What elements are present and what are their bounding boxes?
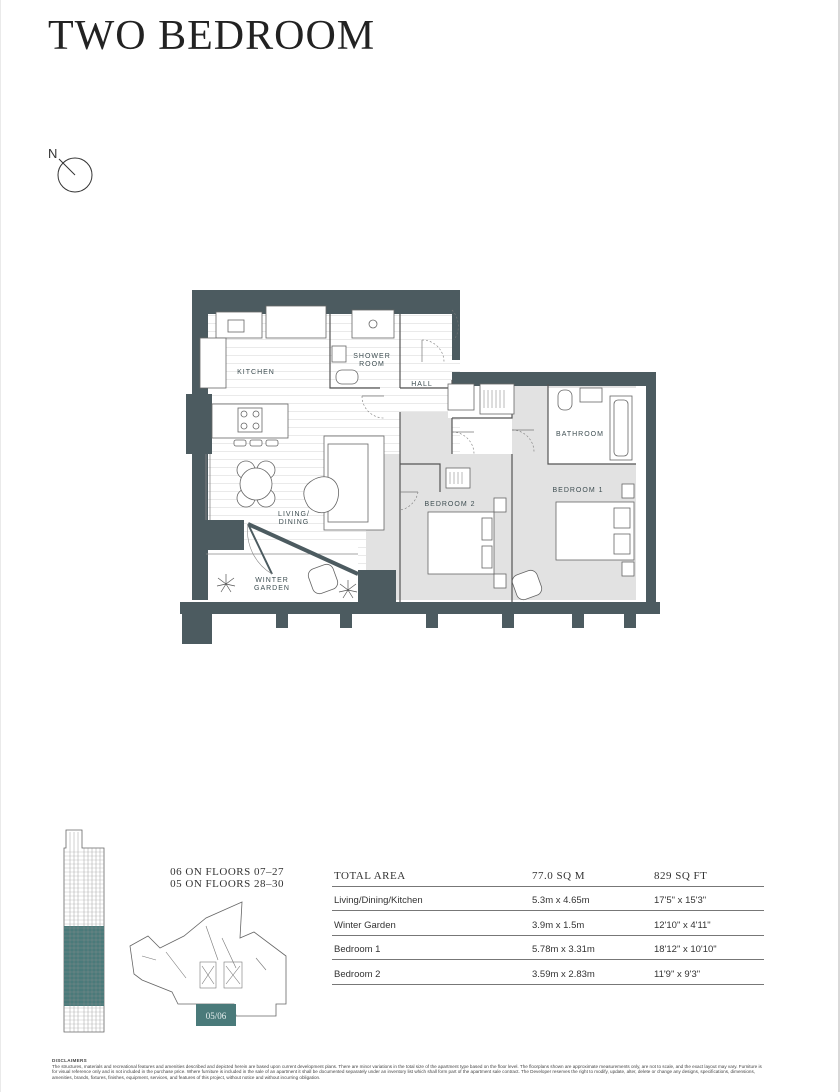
label-hall: HALL xyxy=(411,381,433,388)
label-kitchen: KITCHEN xyxy=(237,369,275,376)
room-name: Bedroom 1 xyxy=(334,944,381,955)
wall-north-hall xyxy=(452,290,460,360)
wall-south xyxy=(180,602,660,614)
room-name: Winter Garden xyxy=(334,919,396,931)
floor-info xyxy=(134,866,284,890)
kitchen-tall-units xyxy=(266,306,326,338)
shower-wc xyxy=(336,370,358,384)
mullion-6 xyxy=(624,614,636,628)
disclaimer-heading: DISCLAIMERS xyxy=(52,1058,87,1063)
table-row xyxy=(332,887,764,912)
label-winter-2: GARDEN xyxy=(254,585,290,592)
wall-west-column xyxy=(186,394,212,454)
bathroom-wc xyxy=(558,390,572,410)
unit-label: 05/06 xyxy=(205,1011,227,1021)
table-row xyxy=(332,911,764,936)
area-table xyxy=(332,862,764,985)
north-compass xyxy=(48,148,98,194)
room-imperial: 12'10" x 4'11" xyxy=(654,919,711,931)
table-header-row xyxy=(332,862,764,887)
compass-north-label: N xyxy=(48,146,58,161)
hall-cupboard xyxy=(448,384,474,410)
label-bathroom: BATHROOM xyxy=(556,431,604,438)
total-area-label: TOTAL AREA xyxy=(334,869,406,882)
page-title: TWO BEDROOM xyxy=(48,13,376,59)
key-plan xyxy=(126,898,292,1028)
room-metric: 3.59m x 2.83m xyxy=(532,968,595,980)
disclaimer xyxy=(52,1058,768,1080)
floors-line-1: 06 ON FLOORS 07–27 xyxy=(170,866,284,878)
label-living-2: DINING xyxy=(278,519,310,526)
label-bedroom1: BEDROOM 1 xyxy=(552,487,604,494)
label-living-1: LIVING/ xyxy=(278,511,310,518)
total-area-imperial: 829 SQ FT xyxy=(654,869,708,882)
room-metric: 3.9m x 1.5m xyxy=(532,919,585,931)
room-imperial: 11'9" x 9'3" xyxy=(654,968,701,980)
room-metric: 5.78m x 3.31m xyxy=(532,944,595,955)
dining-set xyxy=(237,461,275,507)
wall-southwest-column xyxy=(182,604,212,644)
label-bedroom2: BEDROOM 2 xyxy=(424,501,476,508)
wall-core-column xyxy=(358,570,396,610)
mullion-4 xyxy=(502,614,514,628)
label-winter-1: WINTER xyxy=(255,577,289,584)
mullion-5 xyxy=(572,614,584,628)
room-imperial: 17'5" x 15'3" xyxy=(654,895,707,906)
wardrobe-hall xyxy=(480,384,514,414)
mullion-3 xyxy=(426,614,438,628)
kitchen-fridge xyxy=(200,338,226,388)
room-metric: 5.3m x 4.65m xyxy=(532,895,590,906)
wall-east xyxy=(646,372,656,614)
page-edge-left xyxy=(0,0,1,1092)
kitchen-sink xyxy=(228,320,244,332)
table-row xyxy=(332,960,764,985)
table-row xyxy=(332,936,764,961)
label-shower-room-1: SHOWER xyxy=(353,353,391,360)
bathroom-basin xyxy=(580,388,602,402)
shower-basin xyxy=(332,346,346,362)
mullion-2 xyxy=(340,614,352,628)
floor-plan xyxy=(176,284,666,654)
total-area-metric: 77.0 SQ M xyxy=(532,869,586,882)
label-shower-room-2: ROOM xyxy=(359,361,385,368)
wall-winter-pier xyxy=(208,520,244,550)
tower-elevation xyxy=(52,826,122,1036)
floors-line-2: 05 ON FLOORS 28–30 xyxy=(170,878,284,890)
mullion-1 xyxy=(276,614,288,628)
room-name: Bedroom 2 xyxy=(334,968,381,980)
room-imperial: 18'12" x 10'10" xyxy=(654,944,717,955)
room-name: Living/Dining/Kitchen xyxy=(334,895,423,906)
disclaimer-text: The structures, materials and recreational features and amenities described and depicted herein are based upon current development plans. There are minor variations in the total size of the apartment type based on the floor level. The floorplans shown are approximate measurements only, are not to scale, and the exact layout may vary. Furniture is for visual reference only and is not included in the purchase price. Where furniture is included in the sale of an apartment it shall be documented separately under an inventory list which shall form part of the apartment sale contract. The Developer reserves the right to modify, update, alter, delete or change any designs, specifications, dimensions, amenities, brands, fixtures, finishes, equipment, services, and features of this project, without notice and without incurring obligation. xyxy=(52,1063,762,1080)
